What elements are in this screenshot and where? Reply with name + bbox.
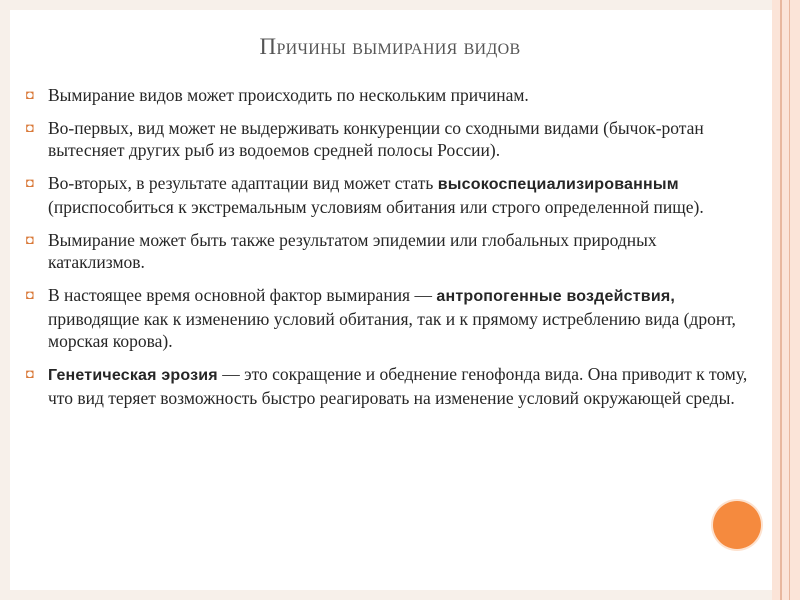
bullet-icon: ◘ xyxy=(26,232,34,247)
bold-term: Генетическая эрозия xyxy=(48,367,218,384)
bullet-icon: ◘ xyxy=(26,175,34,190)
decorative-side-band xyxy=(772,0,800,600)
bullet-item: ◘ Вымирание видов может происходить по нескольким причинам. xyxy=(26,85,529,105)
bullet-icon: ◘ xyxy=(26,120,34,135)
bullet-item: ◘ Вымирание может быть также результатом эпидемии или глобальных природных катаклизмов. xyxy=(26,230,657,272)
bullet-item: ◘ Генетическая эрозия — это сокращение и обеднение генофонда вида. Она приводит к тому, что вид теряет возможность быстро реагировать на изменение условий окружающей среды. xyxy=(26,364,748,408)
decorative-orange-circle xyxy=(713,501,761,549)
slide-title: Причины вымирания видов xyxy=(259,34,521,59)
bullet-list xyxy=(24,84,748,420)
bold-term: антропогенные воздействия, xyxy=(436,288,676,305)
bullet-item: ◘ Во-вторых, в результате адаптации вид может стать высокоспециализированным (приспособиться к экстремальным условиям обитания или строго определенной пище). xyxy=(26,173,704,217)
bullet-icon: ◘ xyxy=(26,287,34,302)
bold-term: высокоспециализированным xyxy=(437,176,679,193)
bullet-icon: ◘ xyxy=(26,366,34,381)
bullet-icon: ◘ xyxy=(26,87,34,102)
bullet-item: ◘ В настоящее время основной фактор вымирания — антропогенные воздействия, приводящие как к изменению условий обитания, так и к прямому истреблению вида (дронт, морская корова). xyxy=(26,285,736,351)
bullet-item: ◘ Во-первых, вид может не выдерживать конкуренции со сходными видами (бычок-ротан вытесняет других рыб из водоемов средней полосы России). xyxy=(26,118,704,160)
decorative-line xyxy=(789,0,790,600)
decorative-line xyxy=(780,0,782,600)
